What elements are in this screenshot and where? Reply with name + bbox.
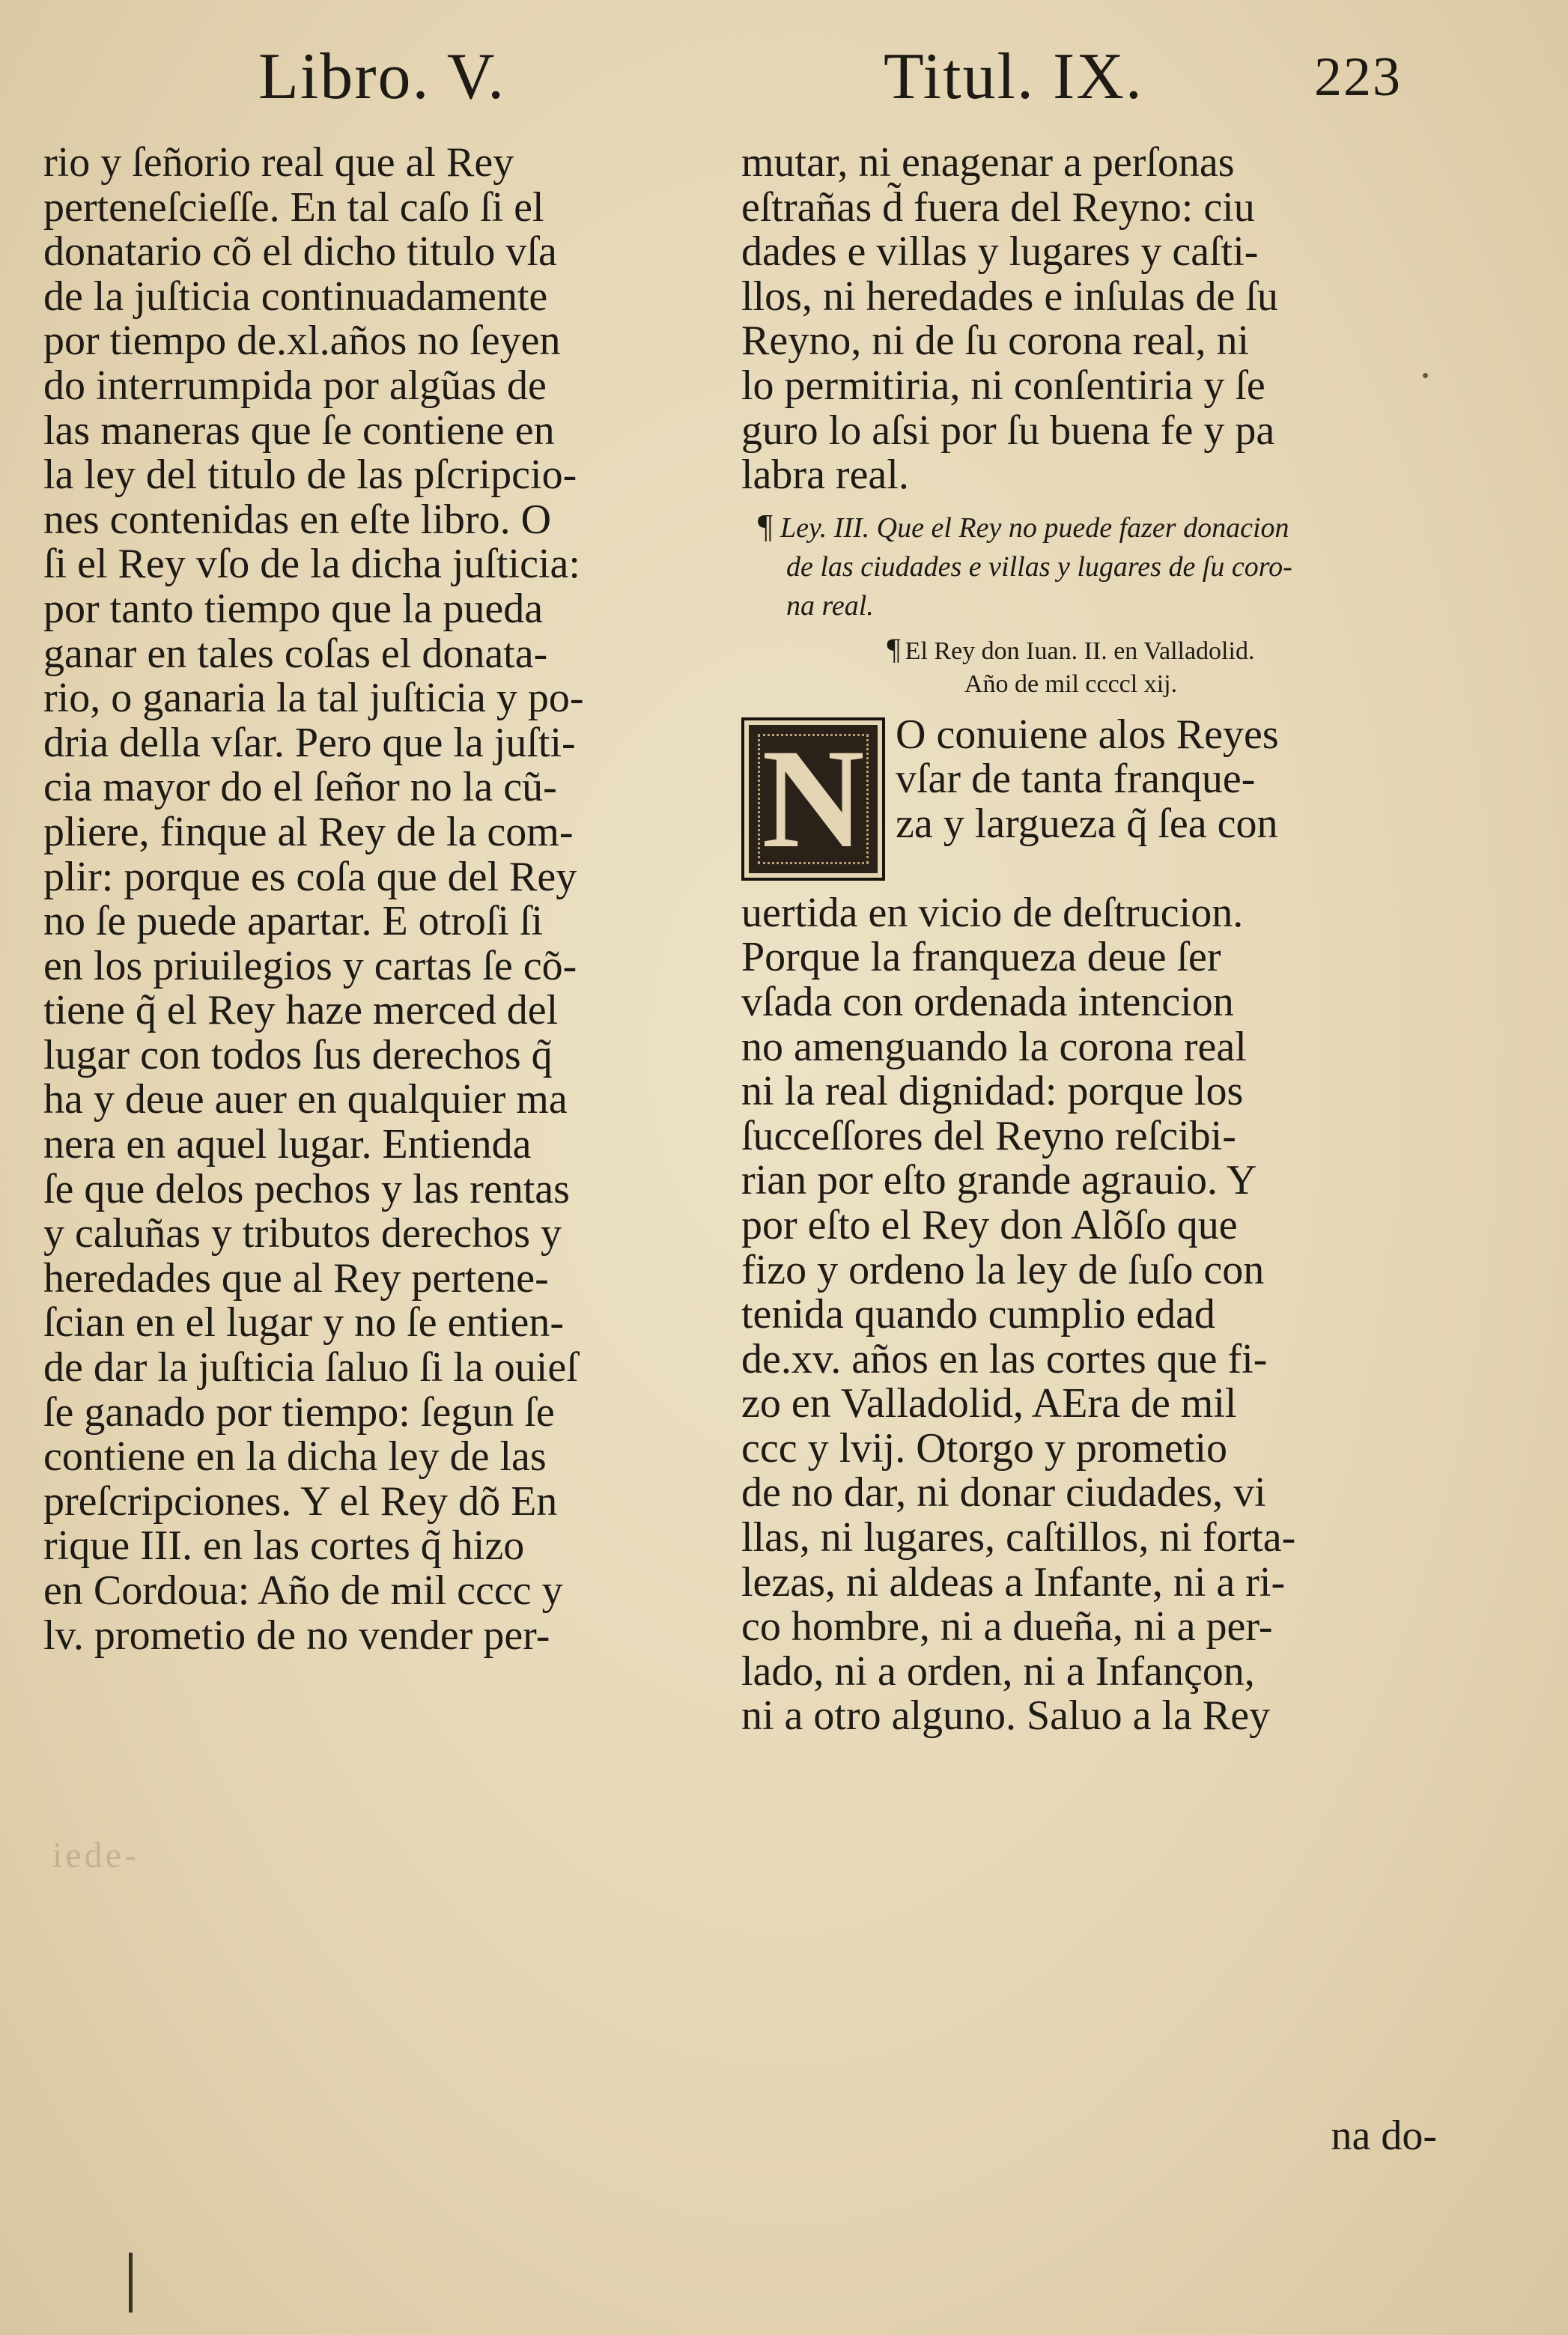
drop-cap-letter: N xyxy=(762,720,865,878)
source-line: Año de mil ccccl xij. xyxy=(964,669,1178,698)
text-line: nes contenidas en eſte libro. O xyxy=(43,496,552,543)
text-line: heredades que al Rey pertene- xyxy=(43,1254,549,1302)
text-line: fizo y ordeno la ley de ſuſo con xyxy=(741,1246,1265,1293)
text-line: uertida en vicio de deſtrucion. xyxy=(741,889,1244,936)
left-column xyxy=(43,141,702,1658)
law-heading-line: de las ciudades e villas y lugares de ſu coro- xyxy=(786,550,1292,583)
law-source xyxy=(741,633,1400,701)
text-line: y caluñas y tributos derechos y xyxy=(43,1210,562,1257)
text-line: ganar en tales coſas el donata- xyxy=(43,630,548,677)
law-heading-line: na real. xyxy=(786,589,874,622)
book-label: Libro. V. xyxy=(258,40,506,113)
text-line: do interrumpida por algũas de xyxy=(43,362,547,409)
text-line: Reyno, ni de ſu corona real, ni xyxy=(741,318,1250,365)
text-line: en los priuilegios y cartas ſe cõ- xyxy=(43,942,577,989)
text-line: llas, ni lugares, caſtillos, ni forta- xyxy=(741,1514,1296,1561)
text-line: mutar, ni enagenar a perſonas xyxy=(741,139,1235,186)
catchword: na do- xyxy=(1331,2113,1437,2159)
margin-mark xyxy=(129,2253,133,2313)
text-line: ſi el Rey vſo de la dicha juſticia: xyxy=(43,541,580,588)
text-line: eſtrañas d̃ fuera del Reyno: ciu xyxy=(741,183,1255,231)
text-line: lv. prometio de no vender per- xyxy=(43,1612,550,1659)
page-number: 223 xyxy=(1314,46,1402,108)
text-line: lezas, ni aldeas a Infante, ni a ri- xyxy=(741,1558,1286,1606)
title-label: Titul. IX. xyxy=(884,40,1143,113)
right-column xyxy=(741,141,1400,1739)
text-line: rian por eſto grande agrauio. Y xyxy=(741,1157,1257,1204)
text-line: contiene en la dicha ley de las xyxy=(43,1433,547,1481)
text-line: co hombre, ni a dueña, ni a per- xyxy=(741,1603,1273,1651)
text-line: en Cordoua: Año de mil cccc y xyxy=(43,1567,563,1614)
text-line: ni a otro alguno. Saluo a la Rey xyxy=(741,1692,1271,1740)
initial-lines xyxy=(896,713,1405,847)
text-line: dades e villas y lugares y caſti- xyxy=(741,228,1259,276)
text-line: por tiempo de.xl.años no ſeyen xyxy=(43,318,561,365)
text-line: tiene q̃ el Rey haze merced del xyxy=(43,987,559,1034)
pilcrow-icon: ¶ xyxy=(758,507,773,544)
text-line: O conuiene alos Reyes xyxy=(896,711,1279,758)
text-line: ni la real dignidad: porque los xyxy=(741,1068,1244,1115)
text-line: de dar la juſticia ſaluo ſi la ouieſ xyxy=(43,1344,578,1391)
text-line: pliere, finque al Rey de la com- xyxy=(43,808,574,855)
text-line: cia mayor do el ſeñor no la cũ- xyxy=(43,764,557,811)
text-line: lado, ni a orden, ni a Infançon, xyxy=(741,1648,1255,1695)
text-line: rio, o ganaria la tal juſticia y po- xyxy=(43,675,584,722)
text-line: ſcian en el lugar y no ſe entien- xyxy=(43,1299,565,1346)
ink-spot xyxy=(1423,373,1428,378)
text-line: ccc y lvij. Otorgo y prometio xyxy=(741,1424,1228,1472)
text-line: tenida quando cumplio edad xyxy=(741,1291,1215,1338)
text-line: nera en aquel lugar. Entienda xyxy=(43,1121,532,1168)
text-line: por tanto tiempo que la pueda xyxy=(43,585,544,632)
text-line: vſar de tanta franque- xyxy=(896,756,1256,803)
text-line: por eſto el Rey don Alõſo que xyxy=(741,1201,1238,1248)
text-line: llos, ni heredades e inſulas de ſu xyxy=(741,273,1278,320)
law-heading-line: ¶ Ley. III. Que el Rey no puede fazer donacion xyxy=(758,507,1289,544)
text-line: preſcripciones. Y el Rey dõ En xyxy=(43,1478,558,1525)
right-column-top-text xyxy=(741,141,1400,498)
text-line: zo en Valladolid, AEra de mil xyxy=(741,1380,1237,1427)
bleed-through-text: iede- xyxy=(52,1835,139,1875)
text-line: las maneras que ſe contiene en xyxy=(43,407,555,454)
text-line: perteneſcieſſe. En tal caſo ſi el xyxy=(43,183,544,231)
text-line: guro lo aſsi por ſu buena fe y pa xyxy=(741,407,1275,454)
pilcrow-icon: ¶ xyxy=(887,631,901,666)
text-line: vſada con ordenada intencion xyxy=(741,978,1234,1025)
text-line: plir: porque es coſa que del Rey xyxy=(43,853,577,900)
text-line: la ley del titulo de las pſcripcio- xyxy=(43,452,577,499)
text-line: de no dar, ni donar ciudades, vi xyxy=(741,1469,1266,1516)
text-line: donatario cõ el dicho titulo vſa xyxy=(43,228,557,276)
source-line: ¶ El Rey don Iuan. II. en Valladolid. xyxy=(887,631,1255,666)
text-line: Porque la franqueza deue ſer xyxy=(741,934,1221,981)
right-column-body-text xyxy=(741,891,1400,1739)
text-line: lugar con todos ſus derechos q̃ xyxy=(43,1031,553,1078)
text-line: de la juſticia continuadamente xyxy=(43,273,548,320)
text-line: ſe que delos pechos y las rentas xyxy=(43,1165,570,1212)
text-line: labra real. xyxy=(741,452,909,499)
text-line: ha y deue auer en qualquier ma xyxy=(43,1076,568,1123)
text-line: dria della vſar. Pero que la juſti- xyxy=(43,719,576,766)
law-heading xyxy=(741,507,1400,625)
text-line: ſe ganado por tiempo: ſegun ſe xyxy=(43,1388,555,1436)
text-line: de.xv. años en las cortes que fi- xyxy=(741,1335,1268,1382)
initial-paragraph xyxy=(741,713,1400,891)
running-header xyxy=(0,36,1568,118)
text-line: ſucceſſores del Reyno reſcibi- xyxy=(741,1112,1236,1159)
text-line: rique III. en las cortes q̃ hizo xyxy=(43,1522,525,1570)
text-line: no amenguando la corona real xyxy=(741,1023,1247,1070)
text-line: rio y ſeñorio real que al Rey xyxy=(43,139,514,186)
decorated-initial xyxy=(741,717,885,881)
text-line: lo permitiria, ni conſentiria y ſe xyxy=(741,362,1265,409)
text-line: no ſe puede apartar. E otroſi ſi xyxy=(43,898,544,945)
text-line: za y largueza q̃ ſea con xyxy=(896,800,1278,847)
